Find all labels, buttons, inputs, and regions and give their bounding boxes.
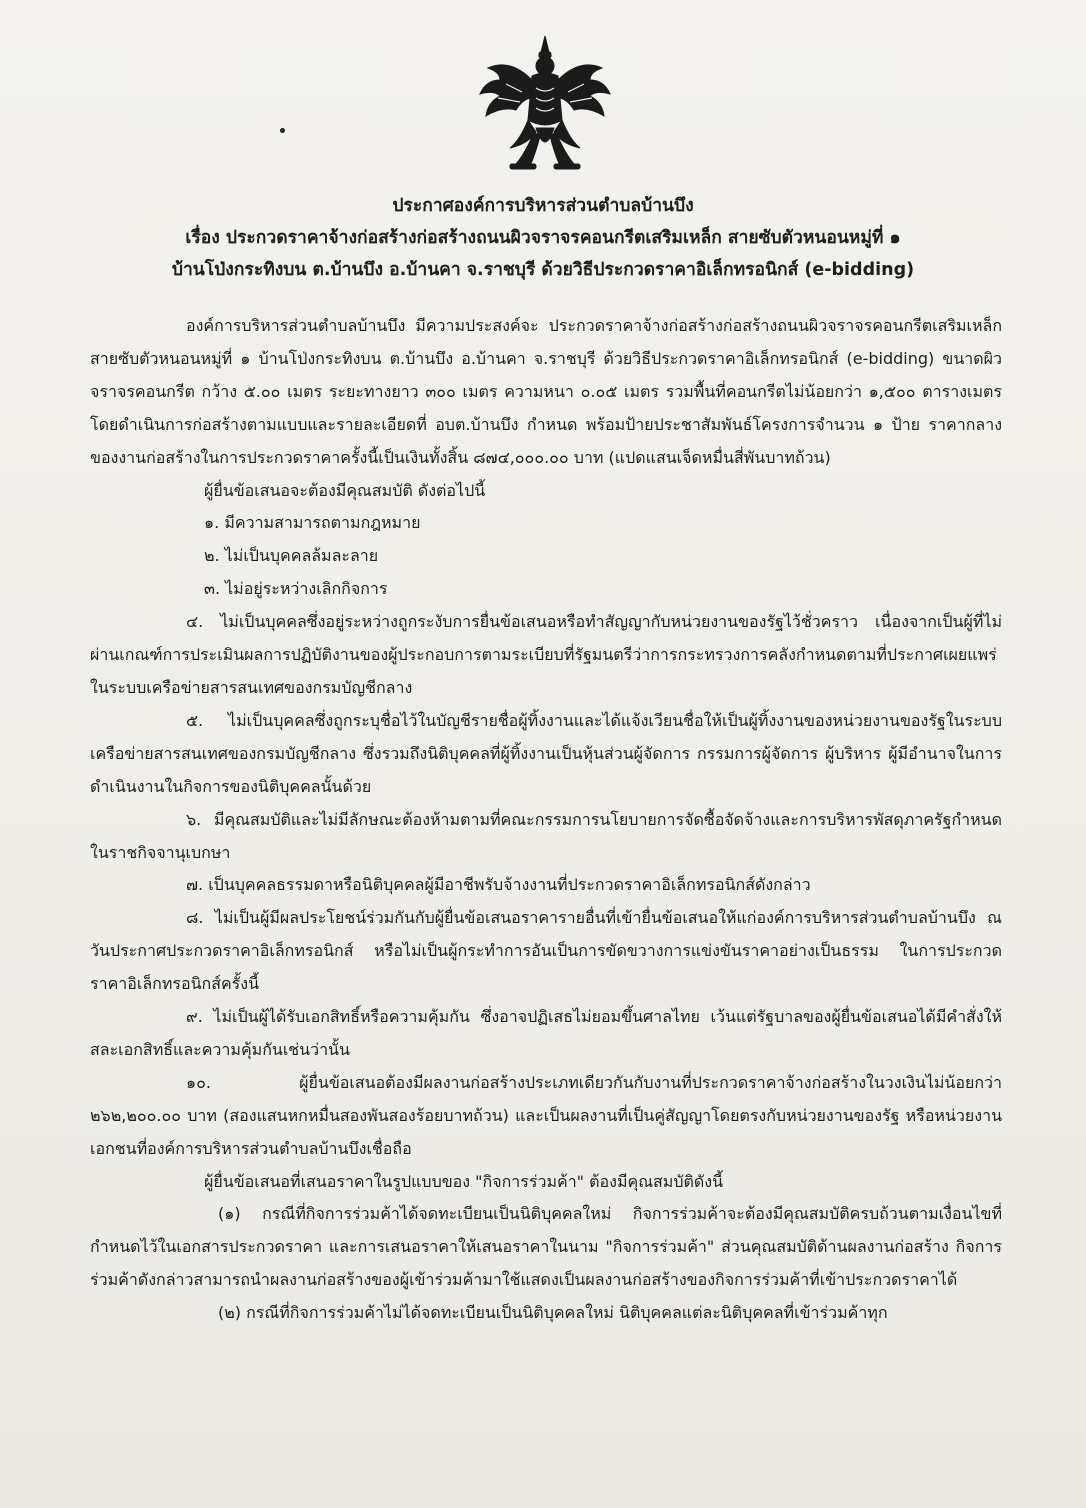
qualification-item-1: ๑. มีความสามารถตามกฎหมาย (204, 513, 421, 533)
garuda-emblem-icon (470, 28, 620, 178)
intro-paragraph: องค์การบริหารส่วนตำบลบ้านบึง มีความประสงค์จะ ประกวดราคาจ้างก่อสร้างก่อสร้างถนนผิวจราจรคอนกรีตเสริมเหล็ก สายซับตัวหนอนหมู่ที่ ๑ บ้านโป่งกระทิงบน ต.บ้านบึง อ.บ้านคา จ.ราชบุรี ด้วยวิธีประกวดราคาอิเล็กทรอนิกส์ (e-bidding) ขนาดผิวจราจรคอนกรีต กว้าง ๕.๐๐ เมตร ระยะทางยาว ๓๐๐ เมตร ความหนา ๐.๐๕ เมตร รวมพื้นที่คอนกรีตไม่น้อยกว่า ๑,๕๐๐ ตารางเมตร โดยดำเนินการก่อสร้างตามแบบและรายละเอียดที่ อบต.บ้านบึง กำหนด พร้อมป้ายประชาสัมพันธ์โครงการจำนวน ๑ ป้าย ราคากลางของงานก่อสร้างในการประกวดราคาครั้งนี้เป็นเงินทั้งสิ้น ๘๗๔,๐๐๐.๐๐ บาท (แปดแสนเจ็ดหมื่นสี่พันบาทถ้วน) (90, 316, 1002, 467)
announcement-body (90, 310, 1002, 1330)
joint-venture-item-2: (๒) กรณีที่กิจการร่วมค้าไม่ได้จดทะเบียนเป็นนิติบุคคลใหม่ นิติบุคคลแต่ละนิติบุคคลที่เข้าร่วมค้าทุก (218, 1303, 888, 1323)
qualification-item-6: ๖. มีคุณสมบัติและไม่มีลักษณะต้องห้ามตามที่คณะกรรมการนโยบายการจัดซื้อจัดจ้างและการบริหารพัสดุภาครัฐกำหนดในราชกิจจานุเบกษา (90, 809, 1002, 862)
qualification-item-4: ๔. ไม่เป็นบุคคลซึ่งอยู่ระหว่างถูกระงับการยื่นข้อเสนอหรือทำสัญญากับหน่วยงานของรัฐไว้ชั่วคราว เนื่องจากเป็นผู้ที่ไม่ผ่านเกณฑ์การประเมินผลการปฏิบัติงานของผู้ประกอบการตามระเบียบที่รัฐมนตรีว่าการกระทรวงการคลังกำหนดตามที่ประกาศเผยแพร่ในระบบเครือข่ายสารสนเทศของกรมบัญชีกลาง (90, 612, 1002, 697)
qualification-item-3: ๓. ไม่อยู่ระหว่างเลิกกิจการ (204, 579, 388, 599)
qualifications-intro: ผู้ยื่นข้อเสนอจะต้องมีคุณสมบัติ ดังต่อไปนี้ (204, 480, 486, 500)
heading-line-1: ประกาศองค์การบริหารส่วนตำบลบ้านบึง (392, 196, 694, 216)
qualification-item-7: ๗. เป็นบุคคลธรรมดาหรือนิติบุคคลผู้มีอาชีพรับจ้างงานที่ประกวดราคาอิเล็กทรอนิกส์ดังกล่าว (186, 875, 811, 895)
qualification-item-5: ๕. ไม่เป็นบุคคลซึ่งถูกระบุชื่อไว้ในบัญชีรายชื่อผู้ทิ้งงานและได้แจ้งเวียนชื่อให้เป็นผู้ทิ้งงานของหน่วยงานของรัฐในระบบเครือข่ายสารสนเทศของกรมบัญชีกลาง ซึ่งรวมถึงนิติบุคคลที่ผู้ทิ้งงานเป็นหุ้นส่วนผู้จัดการ กรรมการผู้จัดการ ผู้บริหาร ผู้มีอำนาจในการดำเนินงานในกิจการของนิติบุคคลนั้นด้วย (90, 710, 1002, 796)
qualification-item-10: ๑๐. ผู้ยื่นข้อเสนอต้องมีผลงานก่อสร้างประเภทเดียวกันกับงานที่ประกวดราคาจ้างก่อสร้างในวงเงินไม่น้อยกว่า ๒๖๒,๒๐๐.๐๐ บาท (สองแสนหกหมื่นสองพันสองร้อยบาทถ้วน) และเป็นผลงานที่เป็นคู่สัญญาโดยตรงกับหน่วยงานของรัฐ หรือหน่วยงานเอกชนที่องค์การบริหารส่วนตำบลบ้านบึงเชื่อถือ (90, 1072, 1002, 1158)
joint-venture-item-1: (๑) กรณีที่กิจการร่วมค้าได้จดทะเบียนเป็นนิติบุคคลใหม่ กิจการร่วมค้าจะต้องมีคุณสมบัติครบถ้วนตามเงื่อนไขที่กำหนดไว้ในเอกสารประกวดราคา และการเสนอราคาให้เสนอราคาในนาม "กิจการร่วมค้า" ส่วนคุณสมบัติด้านผลงานก่อสร้าง กิจการร่วมค้าดังกล่าวสามารถนำผลงานก่อสร้างของผู้เข้าร่วมค้ามาใช้แสดงเป็นผลงานก่อสร้างของกิจการร่วมค้าที่เข้าประกวดราคาได้ (90, 1204, 1002, 1290)
heading-line-3: บ้านโป่งกระทิงบน ต.บ้านบึง อ.บ้านคา จ.ราชบุรี ด้วยวิธีประกวดราคาอิเล็กทรอนิกส์ (e-bidding) (171, 260, 915, 280)
ink-dot (280, 128, 285, 133)
qualification-item-8: ๘. ไม่เป็นผู้มีผลประโยชน์ร่วมกันกับผู้ยื่นข้อเสนอราคารายอื่นที่เข้ายื่นข้อเสนอให้แก่องค์การบริหารส่วนตำบลบ้านบึง ณ วันประกาศประกวดราคาอิเล็กทรอนิกส์ หรือไม่เป็นผู้กระทำการอันเป็นการขัดขวางการแข่งขันราคาอย่างเป็นธรรม ในการประกวดราคาอิเล็กทรอนิกส์ครั้งนี้ (90, 908, 1002, 994)
qualification-item-2: ๒. ไม่เป็นบุคคลล้มละลาย (204, 546, 379, 566)
heading-line-2: เรื่อง ประกวดราคาจ้างก่อสร้างก่อสร้างถนนผิวจราจรคอนกรีตเสริมเหล็ก สายซับตัวหนอนหมู่ที่ ๑ (185, 228, 901, 248)
qualification-item-9: ๙. ไม่เป็นผู้ได้รับเอกสิทธิ์หรือความคุ้มกัน ซึ่งอาจปฏิเสธไม่ยอมขึ้นศาลไทย เว้นแต่รัฐบาลของผู้ยื่นข้อเสนอได้มีคำสั่งให้สละเอกสิทธิ์และความคุ้มกันเช่นว่านั้น (90, 1007, 1002, 1059)
joint-venture-intro: ผู้ยื่นข้อเสนอที่เสนอราคาในรูปแบบของ "กิจการร่วมค้า" ต้องมีคุณสมบัติดังนี้ (204, 1171, 724, 1191)
announcement-heading (80, 190, 1006, 286)
